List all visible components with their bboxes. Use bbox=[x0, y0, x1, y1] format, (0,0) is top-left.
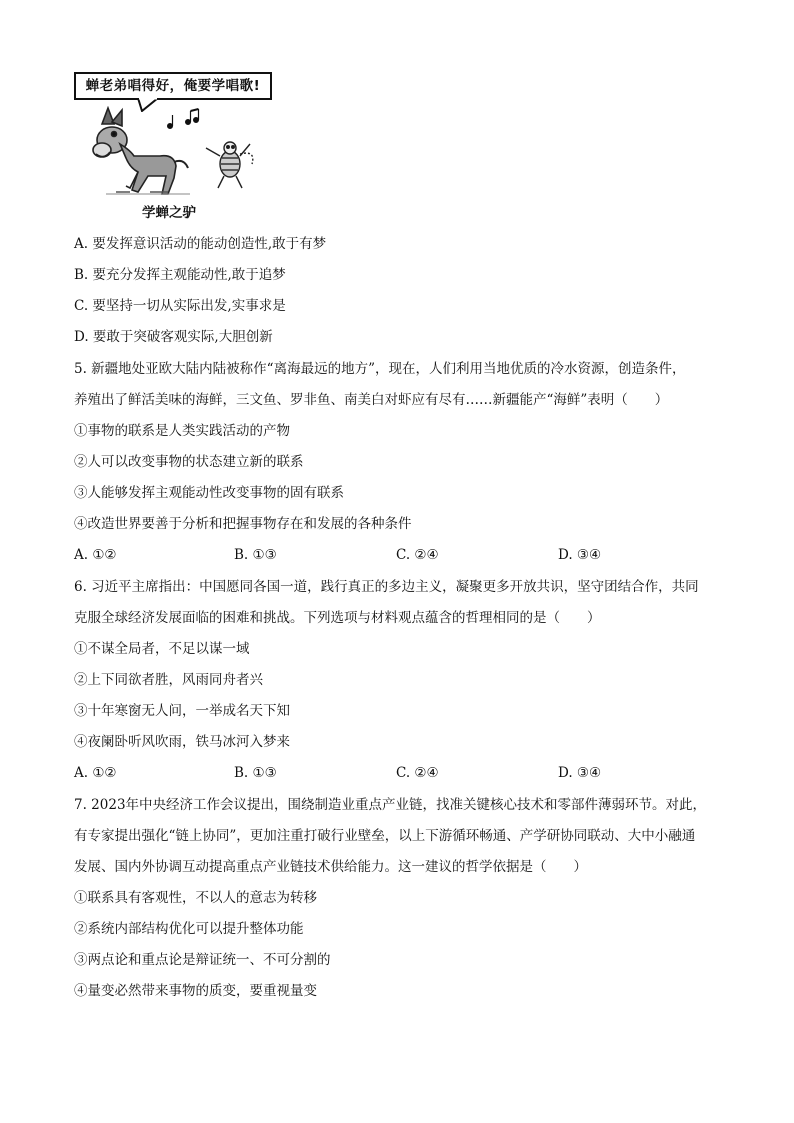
q6-statement-2: ②上下同欲者胜，风雨同舟者兴 bbox=[74, 672, 263, 688]
cartoon-caption: 学蝉之驴 bbox=[142, 205, 196, 221]
q6-stem-line-2: 克服全球经济发展面临的困难和挑战。下列选项与材料观点蕴含的哲理相同的是（ ） bbox=[74, 610, 601, 626]
q7-stem-line-1: 7. 2023年中央经济工作会议提出，围绕制造业重点产业链，找准关键核心技术和零部件薄弱环节。对此， bbox=[74, 797, 707, 813]
q6-choice-a: A. ①② bbox=[74, 765, 117, 781]
q4-option-c: C. 要坚持一切从实际出发,实事求是 bbox=[74, 298, 286, 314]
q5-choice-d: D. ③④ bbox=[558, 547, 602, 563]
q7-statement-3: ③两点论和重点论是辩证统一、不可分割的 bbox=[74, 952, 331, 968]
donkey-icon bbox=[93, 108, 190, 194]
music-note-icon bbox=[168, 109, 199, 129]
q6-choice-c: C. ②④ bbox=[396, 765, 439, 781]
q4-option-d: D. 要敢于突破客观实际,大胆创新 bbox=[74, 329, 273, 345]
q5-choice-b: B. ①③ bbox=[234, 547, 277, 563]
speech-bubble: 蝉老弟唱得好，俺要学唱歌! bbox=[74, 72, 272, 100]
q6-statement-3: ③十年寒窗无人问，一举成名天下知 bbox=[74, 703, 290, 719]
q5-statement-3: ③人能够发挥主观能动性改变事物的固有联系 bbox=[74, 485, 344, 501]
q4-option-b: B. 要充分发挥主观能动性,敢于追梦 bbox=[74, 267, 286, 283]
cicada-icon bbox=[206, 142, 253, 188]
q5-choice-a: A. ①② bbox=[74, 547, 117, 563]
q5-statement-4: ④改造世界要善于分析和把握事物存在和发展的各种条件 bbox=[74, 516, 412, 532]
q6-statement-1: ①不谋全局者，不足以谋一域 bbox=[74, 641, 250, 657]
q5-statement-2: ②人可以改变事物的状态建立新的联系 bbox=[74, 454, 304, 470]
q7-statement-2: ②系统内部结构优化可以提升整体功能 bbox=[74, 921, 304, 937]
q7-stem-line-3: 发展、国内外协调互动提高重点产业链技术供给能力。这一建议的哲学依据是（ ） bbox=[74, 859, 587, 875]
q6-choices bbox=[74, 763, 734, 783]
q5-statement-1: ①事物的联系是人类实践活动的产物 bbox=[74, 423, 290, 439]
cartoon-illustration bbox=[72, 70, 282, 220]
q6-choice-d: D. ③④ bbox=[558, 765, 602, 781]
q5-choice-c: C. ②④ bbox=[396, 547, 439, 563]
q6-choice-b: B. ①③ bbox=[234, 765, 277, 781]
q5-stem-line-2: 养殖出了鲜活美味的海鲜，三文鱼、罗非鱼、南美白对虾应有尽有……新疆能产“海鲜”表明（ ） bbox=[74, 392, 669, 408]
q7-statement-4: ④量变必然带来事物的质变，要重视量变 bbox=[74, 983, 317, 999]
q6-statement-4: ④夜阑卧听风吹雨，铁马冰河入梦来 bbox=[74, 734, 290, 750]
q6-stem-line-1: 6. 习近平主席指出：中国愿同各国一道，践行真正的多边主义，凝聚更多开放共识，坚守团结合作，共同 bbox=[74, 579, 699, 595]
q7-statement-1: ①联系具有客观性，不以人的意志为转移 bbox=[74, 890, 317, 906]
q7-stem-line-2: 有专家提出强化“链上协同”，更加注重打破行业壁垒，以上下游循环畅通、产学研协同联动、大中小融通 bbox=[74, 828, 696, 844]
q5-choices bbox=[74, 545, 734, 565]
donkey-and-cicada-art bbox=[90, 106, 260, 198]
q5-stem-line-1: 5. 新疆地处亚欧大陆内陆被称作“离海最远的地方”，现在，人们利用当地优质的冷水资源，创造条件， bbox=[74, 361, 686, 377]
q4-option-a: A. 要发挥意识活动的能动创造性,敢于有梦 bbox=[74, 236, 327, 252]
